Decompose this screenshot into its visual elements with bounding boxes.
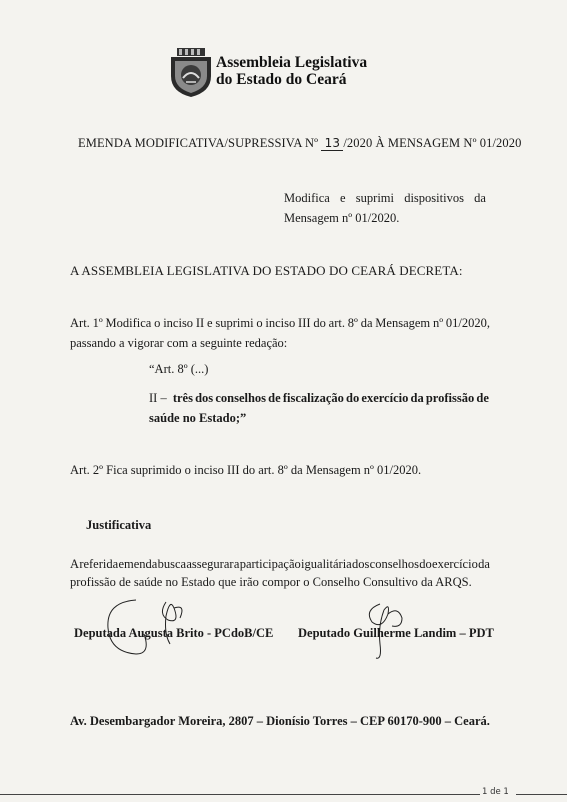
justificativa-text bbox=[70, 555, 490, 591]
ementa-line1 bbox=[284, 188, 486, 208]
word: igualitária bbox=[301, 557, 352, 571]
institution-name-line2: do Estado do Ceará bbox=[216, 71, 347, 88]
justificativa-heading: Justificativa bbox=[86, 518, 152, 532]
word: conselhos bbox=[369, 557, 419, 571]
article-1-line2: passando a vigorar com a seguinte redação: bbox=[70, 336, 288, 350]
enacting-clause: A ASSEMBLEIA LEGISLATIVA DO ESTADO DO CEARÁ DECRETA: bbox=[70, 263, 463, 278]
signature-right: Deputado Guilherme Landim – PDT bbox=[298, 626, 494, 640]
word: suprimi bbox=[215, 316, 254, 330]
word: conselhos bbox=[215, 391, 267, 405]
word: III bbox=[298, 316, 311, 330]
state-seal-icon bbox=[168, 48, 214, 98]
word: 1º bbox=[92, 316, 103, 330]
amendment-number: 13 bbox=[321, 136, 343, 151]
word: 01/2020, bbox=[445, 316, 490, 330]
word: fiscalização bbox=[282, 391, 344, 405]
word: da bbox=[474, 191, 486, 205]
word: do bbox=[419, 557, 432, 571]
article-1-line1 bbox=[70, 313, 490, 333]
inciso-line2: saúde no Estado;” bbox=[149, 411, 247, 425]
article-2: Art. 2º Fica suprimido o inciso III do art. 8º da Mensagem nº 01/2020. bbox=[70, 463, 422, 477]
word: a bbox=[233, 557, 240, 571]
institution-logo bbox=[168, 44, 378, 100]
title-prefix: EMENDA MODIFICATIVA/SUPRESSIVA Nº bbox=[78, 136, 319, 150]
word: dos bbox=[352, 557, 370, 571]
word: exercício bbox=[432, 557, 478, 571]
word: assegurar bbox=[186, 557, 234, 571]
word: Modifica bbox=[105, 316, 152, 330]
inciso-roman-numeral: II – bbox=[149, 391, 167, 405]
word: Art. bbox=[70, 316, 90, 330]
page-number: 1 de 1 bbox=[482, 787, 509, 797]
word: busca bbox=[157, 557, 187, 571]
word: emenda bbox=[118, 557, 158, 571]
word: art. bbox=[328, 316, 345, 330]
word: profissão bbox=[425, 391, 475, 405]
institution-name-line1: Assembleia Legislativa bbox=[216, 54, 368, 71]
justificativa-line1 bbox=[70, 555, 490, 573]
word: três bbox=[172, 391, 193, 405]
word: suprimi bbox=[355, 191, 394, 205]
word: dispositivos bbox=[404, 191, 464, 205]
title-suffix: /2020 À MENSAGEM Nº 01/2020 bbox=[343, 136, 522, 150]
word: do bbox=[313, 316, 326, 330]
word: da bbox=[478, 557, 490, 571]
word: o bbox=[256, 316, 263, 330]
word: e bbox=[340, 191, 346, 205]
word: de bbox=[268, 391, 281, 405]
footer-divider-right bbox=[516, 794, 567, 795]
word: da bbox=[410, 391, 424, 405]
word: inciso bbox=[265, 316, 296, 330]
document-title bbox=[78, 136, 522, 151]
word: nº bbox=[432, 316, 444, 330]
word: exercício bbox=[361, 391, 409, 405]
footer-divider bbox=[0, 794, 480, 795]
signature-left: Deputada Augusta Brito - PCdoB/CE bbox=[74, 626, 274, 640]
inciso-ii bbox=[149, 388, 489, 428]
word: referida bbox=[79, 557, 119, 571]
quoted-article: “Art. 8º (...) bbox=[149, 362, 209, 376]
word: 8º bbox=[347, 316, 358, 330]
ementa bbox=[284, 188, 486, 228]
word: Modifica bbox=[284, 191, 330, 205]
institution-name bbox=[216, 54, 367, 88]
word: de bbox=[476, 391, 489, 405]
word: do bbox=[346, 391, 360, 405]
word: da bbox=[360, 316, 373, 330]
word: Mensagem bbox=[375, 316, 431, 330]
justificativa-line2: profissão de saúde no Estado que irão compor o Conselho Consultivo da ARQS. bbox=[70, 575, 472, 589]
word: dos bbox=[195, 391, 214, 405]
word: A bbox=[70, 557, 80, 571]
ementa-line2: Mensagem nº 01/2020. bbox=[284, 211, 400, 225]
footer-address: Av. Desembargador Moreira, 2807 – Dionísio Torres – CEP 60170-900 – Ceará. bbox=[70, 714, 490, 728]
word: o bbox=[154, 316, 161, 330]
word: participação bbox=[239, 557, 301, 571]
article-1 bbox=[70, 313, 490, 353]
word: II bbox=[195, 316, 205, 330]
word: e bbox=[206, 316, 213, 330]
inciso-line1 bbox=[149, 388, 489, 408]
word: inciso bbox=[163, 316, 194, 330]
